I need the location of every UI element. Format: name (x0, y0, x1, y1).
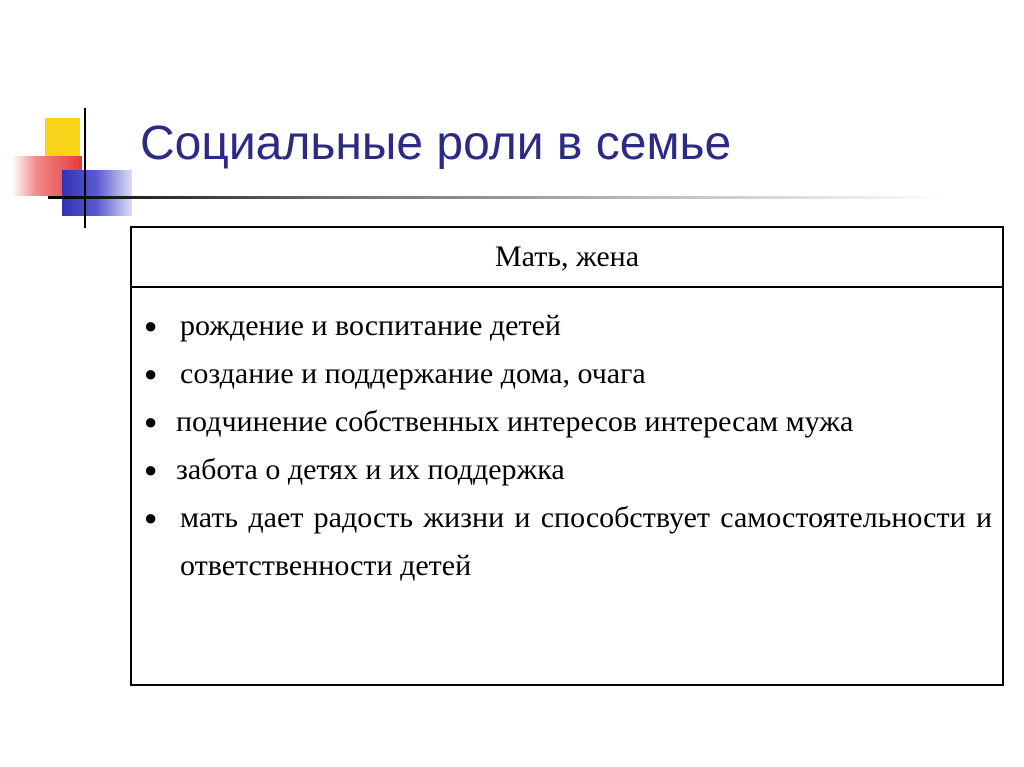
table-body (132, 288, 1002, 590)
bullet-icon: ● (144, 409, 158, 434)
vertical-divider-line (84, 108, 86, 228)
bullet-icon: ● (144, 313, 158, 338)
title-underline (48, 196, 948, 199)
list-item-text: подчинение собственных интересов интересам мужа (176, 405, 854, 438)
slide-title: Социальные роли в семье (140, 117, 732, 170)
list-item (144, 350, 992, 398)
list-item (144, 446, 992, 494)
list-item-text: забота о детях и их поддержка (176, 453, 565, 486)
list-item (144, 302, 992, 350)
bullet-list (144, 302, 992, 590)
bullet-icon: ● (144, 361, 158, 386)
list-item-text: рождение и воспитание детей (180, 309, 561, 342)
list-item-text: создание и поддержание дома, очага (180, 357, 646, 390)
decorative-logo-icon (0, 0, 140, 240)
blue-gradient-shape (62, 170, 132, 216)
roles-table (130, 226, 1004, 686)
table-header: Мать, жена (132, 228, 1002, 288)
bullet-icon: ● (144, 457, 158, 482)
list-item-text: мать дает радость жизни и способствует самостоятельности и ответственности детей (180, 501, 992, 582)
list-item (144, 494, 992, 590)
bullet-icon: ● (144, 505, 158, 530)
list-item (144, 398, 992, 446)
